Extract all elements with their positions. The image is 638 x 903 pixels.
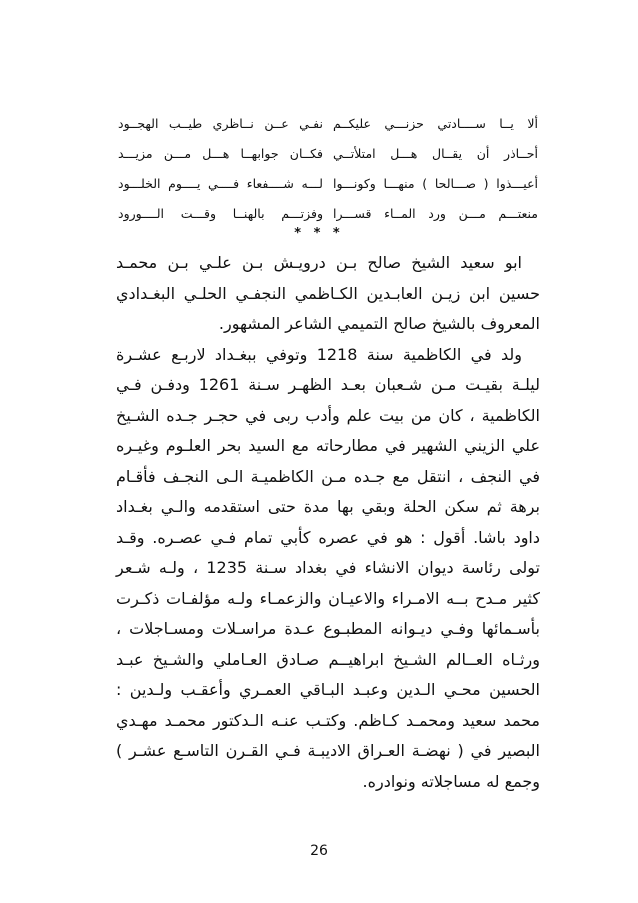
text-line: داود باشا. أقول : هو في عصره كأبي تمام فـي عصـره. وقـد (116, 527, 540, 547)
page-number: 26 (310, 843, 328, 859)
text-line: كثير مـدح بــه الامـراء والاعيـان والزعمـاء ولـه مؤلفـات ذكـرت (116, 588, 540, 608)
text-line: الحسين محـي الـدين وعبـد البـاقي العمـري وأعقـب ولـدين : (116, 680, 540, 699)
text-line: محمد سعيد ومحمـد كـاظم. وكتـب عنـه الـدكتور محمـد مهـدي (116, 710, 540, 730)
text-line: الكاظمية ، كان من بيت علم وأدب ربى في حجـر جـده الشـيخ (116, 405, 540, 425)
biography-text (116, 253, 540, 802)
text-line: علي الزيني الشهير في مطارحاته مع السيد بحر العلـوم وغيـره (116, 436, 540, 455)
text-line: ولد في الكاظمية سنة 1218 وتوفي ببغـداد لاربـع عشـرة (116, 344, 522, 364)
text-line: ورثـاه العــالم الشـيخ ابراهيــم صـادق العـاملي والشـيخ عبـد (116, 649, 540, 669)
poem-verses (118, 108, 538, 228)
text-line: البصير في ( نهضـة العـراق الاديبـة فـي القـرن التاسـع عشـر ) (116, 741, 540, 760)
verse-row (118, 198, 538, 228)
text-line: ليلـة بقيـت مـن شـعبان بعـد الظهـر سـنة 1261 ودفـن فـي (116, 375, 540, 394)
verse-second-hemistich: لـــه شــــفعاء فــــي يــــوم الخلـــود (118, 175, 323, 191)
verse-first-hemistich: منعتـــم مـــن ورد المــاء قســـرا (333, 205, 538, 221)
verse-first-hemistich: ألا يــا ســــادتي حزنـــي عليكــم (333, 115, 538, 131)
text-line: تولى رئاسة ديوان الانشاء في بغداد سـنة 1235 ، ولـه شـعر (116, 558, 540, 577)
verse-row (118, 168, 538, 198)
text-line: وجمع له مساجلاته ونوادره. (362, 771, 540, 791)
text-line: في النجف ، انتقل مع جـده مـن الكاظميـة الـى النجـف فأقـام (116, 466, 540, 486)
text-line: ابو سعيد الشيخ صالح بـن درويـش بـن علـي بـن محمـد (116, 253, 522, 272)
text-line: المعروف بالشيخ صالح التميمي الشاعر المشهور. (218, 314, 540, 333)
section-separator: * * * (294, 226, 344, 241)
verse-row (118, 138, 538, 168)
verse-row (118, 108, 538, 138)
text-line: بأسـمائها وفـي ديـوانه المطبـوع عـدة مراسـلات ومسـاجلات ، (116, 619, 540, 638)
verse-first-hemistich: أحــاذر أن يقــال هـــل امتلأتــي (333, 145, 538, 161)
text-line: حسين ابن زيـن العابـدين الكـاظمي النجفـي الحلـي البغـدادي (116, 283, 540, 303)
text-line: برهة ثم سكن الحلة وبقي بها مدة حتى استقدمه والـي بغـداد (116, 497, 540, 516)
verse-second-hemistich: وفزتـــم بالهنــا وقـــت الــــورود (118, 205, 323, 221)
verse-second-hemistich: فكــان جوابهــا هـــل مـــن مزيـــد (118, 145, 323, 161)
verse-first-hemistich: أعيـــذوا ( صـــالحا ) منهـــا وكونـــوا (333, 175, 538, 191)
verse-second-hemistich: نفـي عــن نــاظري طيــب الهجــود (118, 115, 323, 131)
